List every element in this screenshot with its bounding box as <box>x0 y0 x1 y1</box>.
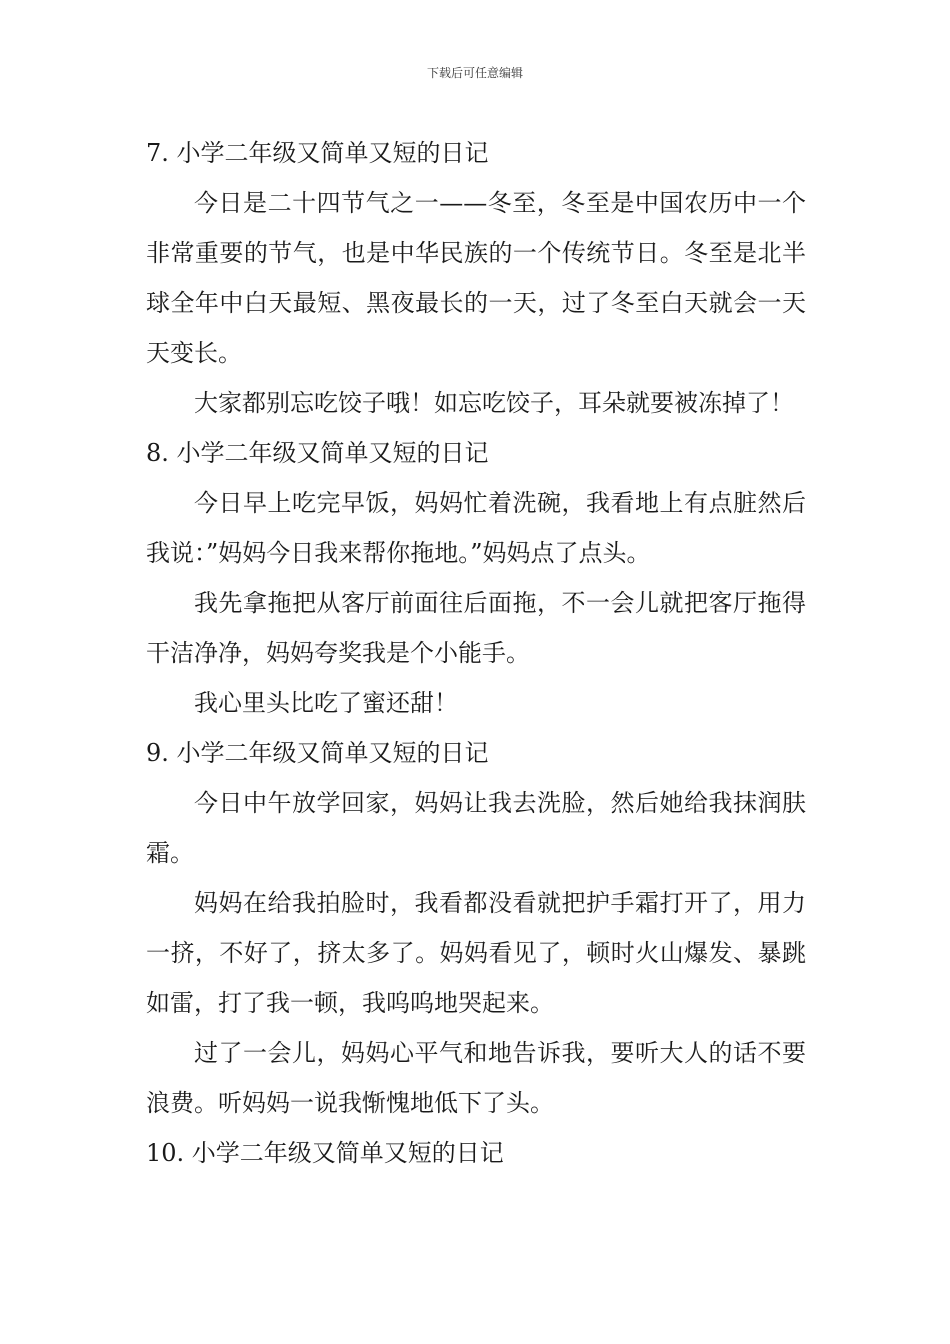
paragraph: 过了一会儿，妈妈心平气和地告诉我，要听大人的话不要浪费。听妈妈一说我惭愧地低下了头。 <box>146 1039 806 1117</box>
section-heading: 9. 小学二年级又简单又短的日记 <box>146 739 489 767</box>
diary-section-8 <box>146 428 806 728</box>
paragraph: 今日是二十四节气之一——冬至，冬至是中国农历中一个非常重要的节气，也是中华民族的一个传统节日。冬至是北半球全年中白天最短、黑夜最长的一天，过了冬至白天就会一天天变长。 <box>146 189 806 367</box>
paragraph: 大家都别忘吃饺子哦！如忘吃饺子，耳朵就要被冻掉了！ <box>194 389 794 417</box>
section-heading: 10. 小学二年级又简单又短的日记 <box>146 1139 504 1167</box>
document-body <box>146 128 806 1178</box>
section-heading: 7. 小学二年级又简单又短的日记 <box>146 139 489 167</box>
diary-section-7 <box>146 128 806 428</box>
diary-section-10 <box>146 1128 806 1178</box>
page-header-note: 下载后可任意编辑 <box>426 66 523 80</box>
paragraph: 我先拿拖把从客厅前面往后面拖，不一会儿就把客厅拖得干洁净净，妈妈夸奖我是个小能手。 <box>146 589 806 667</box>
paragraph: 我心里头比吃了蜜还甜！ <box>194 689 458 717</box>
paragraph: 妈妈在给我拍脸时，我看都没看就把护手霜打开了，用力一挤，不好了，挤太多了。妈妈看见了，顿时火山爆发、暴跳如雷，打了我一顿，我呜呜地哭起来。 <box>146 889 806 1017</box>
diary-section-9 <box>146 728 806 1128</box>
paragraph: 今日早上吃完早饭，妈妈忙着洗碗，我看地上有点脏然后我说：”妈妈今日我来帮你拖地。”妈妈点了点头。 <box>146 489 806 567</box>
section-heading: 8. 小学二年级又简单又短的日记 <box>146 439 489 467</box>
paragraph: 今日中午放学回家，妈妈让我去洗脸，然后她给我抹润肤霜。 <box>146 789 806 867</box>
